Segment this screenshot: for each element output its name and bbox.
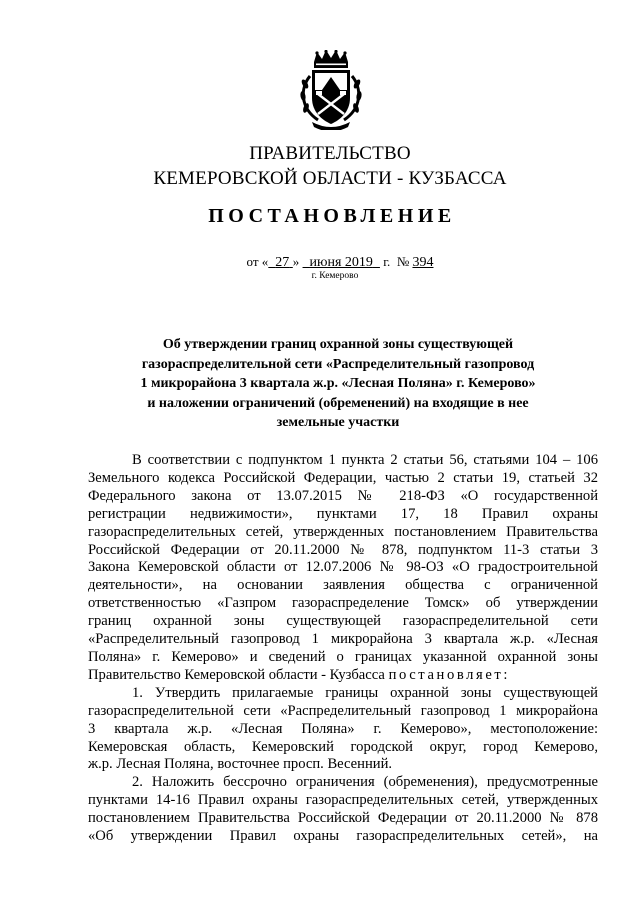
- item-1-line: Кемеровская область, Кемеровский городской округ, город Кемерово,: [88, 738, 598, 755]
- title-line: и наложении ограничений (обременений) на входящие в нее: [147, 395, 529, 411]
- body-line: ответственностью «Газпром газораспределение Томск» об утверждении: [88, 595, 598, 612]
- item-2-line: 2. Наложить бессрочно ограничения (обременения), предусмотренные: [132, 774, 598, 791]
- date-separator: »: [292, 254, 300, 269]
- body-line: границ охранной зоны существующей газораспределительной сети: [88, 613, 598, 630]
- document-number: 394: [412, 255, 434, 270]
- coat-of-arms-emblem: [298, 50, 364, 130]
- item-2-line: постановлением Правительства Российской Федерации от 20.11.2000 № 878: [88, 810, 598, 827]
- body-line: регистрации недвижимости», пунктами 17, 18 Правил охраны: [88, 505, 598, 522]
- date-day: 27: [275, 255, 290, 270]
- item-2-line: «Об утверждении Правил охраны газораспределительных сетей», на: [88, 828, 598, 845]
- document-type-heading: ПОСТАНОВЛЕНИЕ: [208, 205, 456, 227]
- item-1-line: ж.р. Лесная Поляна, восточнее просп. Весенний.: [88, 756, 393, 773]
- item-1-line: газораспределительной сети «Распределительный газопровод 1 микрорайона: [88, 702, 598, 719]
- body-line: В соответствии с подпунктом 1 пункта 2 статьи 56, статьями 104 – 106: [132, 452, 598, 468]
- title-line: земельные участки: [276, 415, 400, 431]
- item-1-line: 3 квартала ж.р. «Лесная Поляна» г. Кемерово», местоположение:: [88, 720, 598, 737]
- document-date-number: [0, 254, 640, 271]
- date-year-suffix: г.: [383, 254, 391, 269]
- item-1-line: 1. Утвердить прилагаемые границы охранной зоны существующей: [132, 684, 598, 701]
- resolution-verb: постановляет:: [388, 666, 511, 683]
- body-line: Федерального закона от 13.07.2015 № 218-ФЗ «О государственной: [88, 487, 598, 504]
- body-line: газораспределительных сетей, утвержденных постановлением Правительства: [88, 523, 598, 540]
- date-month-year: июня 2019: [309, 255, 373, 270]
- date-prefix: от «: [246, 254, 269, 269]
- title-line: газораспределительной сети «Распределительный газопровод: [141, 356, 535, 372]
- body-line-resolution: Правительство Кемеровской области - Кузбасса постановляет:: [88, 666, 511, 683]
- body-line: Закона Кемеровской области от 12.07.2006 № 98-ОЗ «О градостроительной: [88, 559, 598, 576]
- document-city: г. Кемерово: [311, 271, 359, 281]
- government-name-line-2: КЕМЕРОВСКОЙ ОБЛАСТИ - КУЗБАССА: [153, 168, 507, 189]
- body-line: «Распределительный газопровод 1 микрорайона 3 квартала ж.р. «Лесная: [88, 631, 598, 648]
- title-line: Об утверждении границ охранной зоны существующей: [162, 337, 514, 352]
- document-body: [88, 452, 598, 846]
- title-line: 1 микрорайона 3 квартала ж.р. «Лесная Поляна» г. Кемерово»: [140, 376, 536, 392]
- body-line: Российской Федерации от 20.11.2000 № 878, подпунктом 11-3 статьи 3: [88, 541, 598, 558]
- document-title: [110, 335, 566, 433]
- document-number-sign: №: [396, 254, 410, 269]
- item-2-line: пунктами 14-16 Правил охраны газораспределительных сетей, утвержденных: [88, 792, 598, 809]
- body-line: деятельности», на основании заявления общества с ограниченной: [88, 577, 598, 594]
- body-line: Земельного кодекса Российской Федерации, частью 2 статьи 19, статьей 32: [88, 469, 598, 486]
- body-line: Поляна» г. Кемерово» и сведений о границах указанной охранной зоны: [88, 648, 598, 665]
- government-name-line-1: ПРАВИТЕЛЬСТВО: [249, 143, 411, 164]
